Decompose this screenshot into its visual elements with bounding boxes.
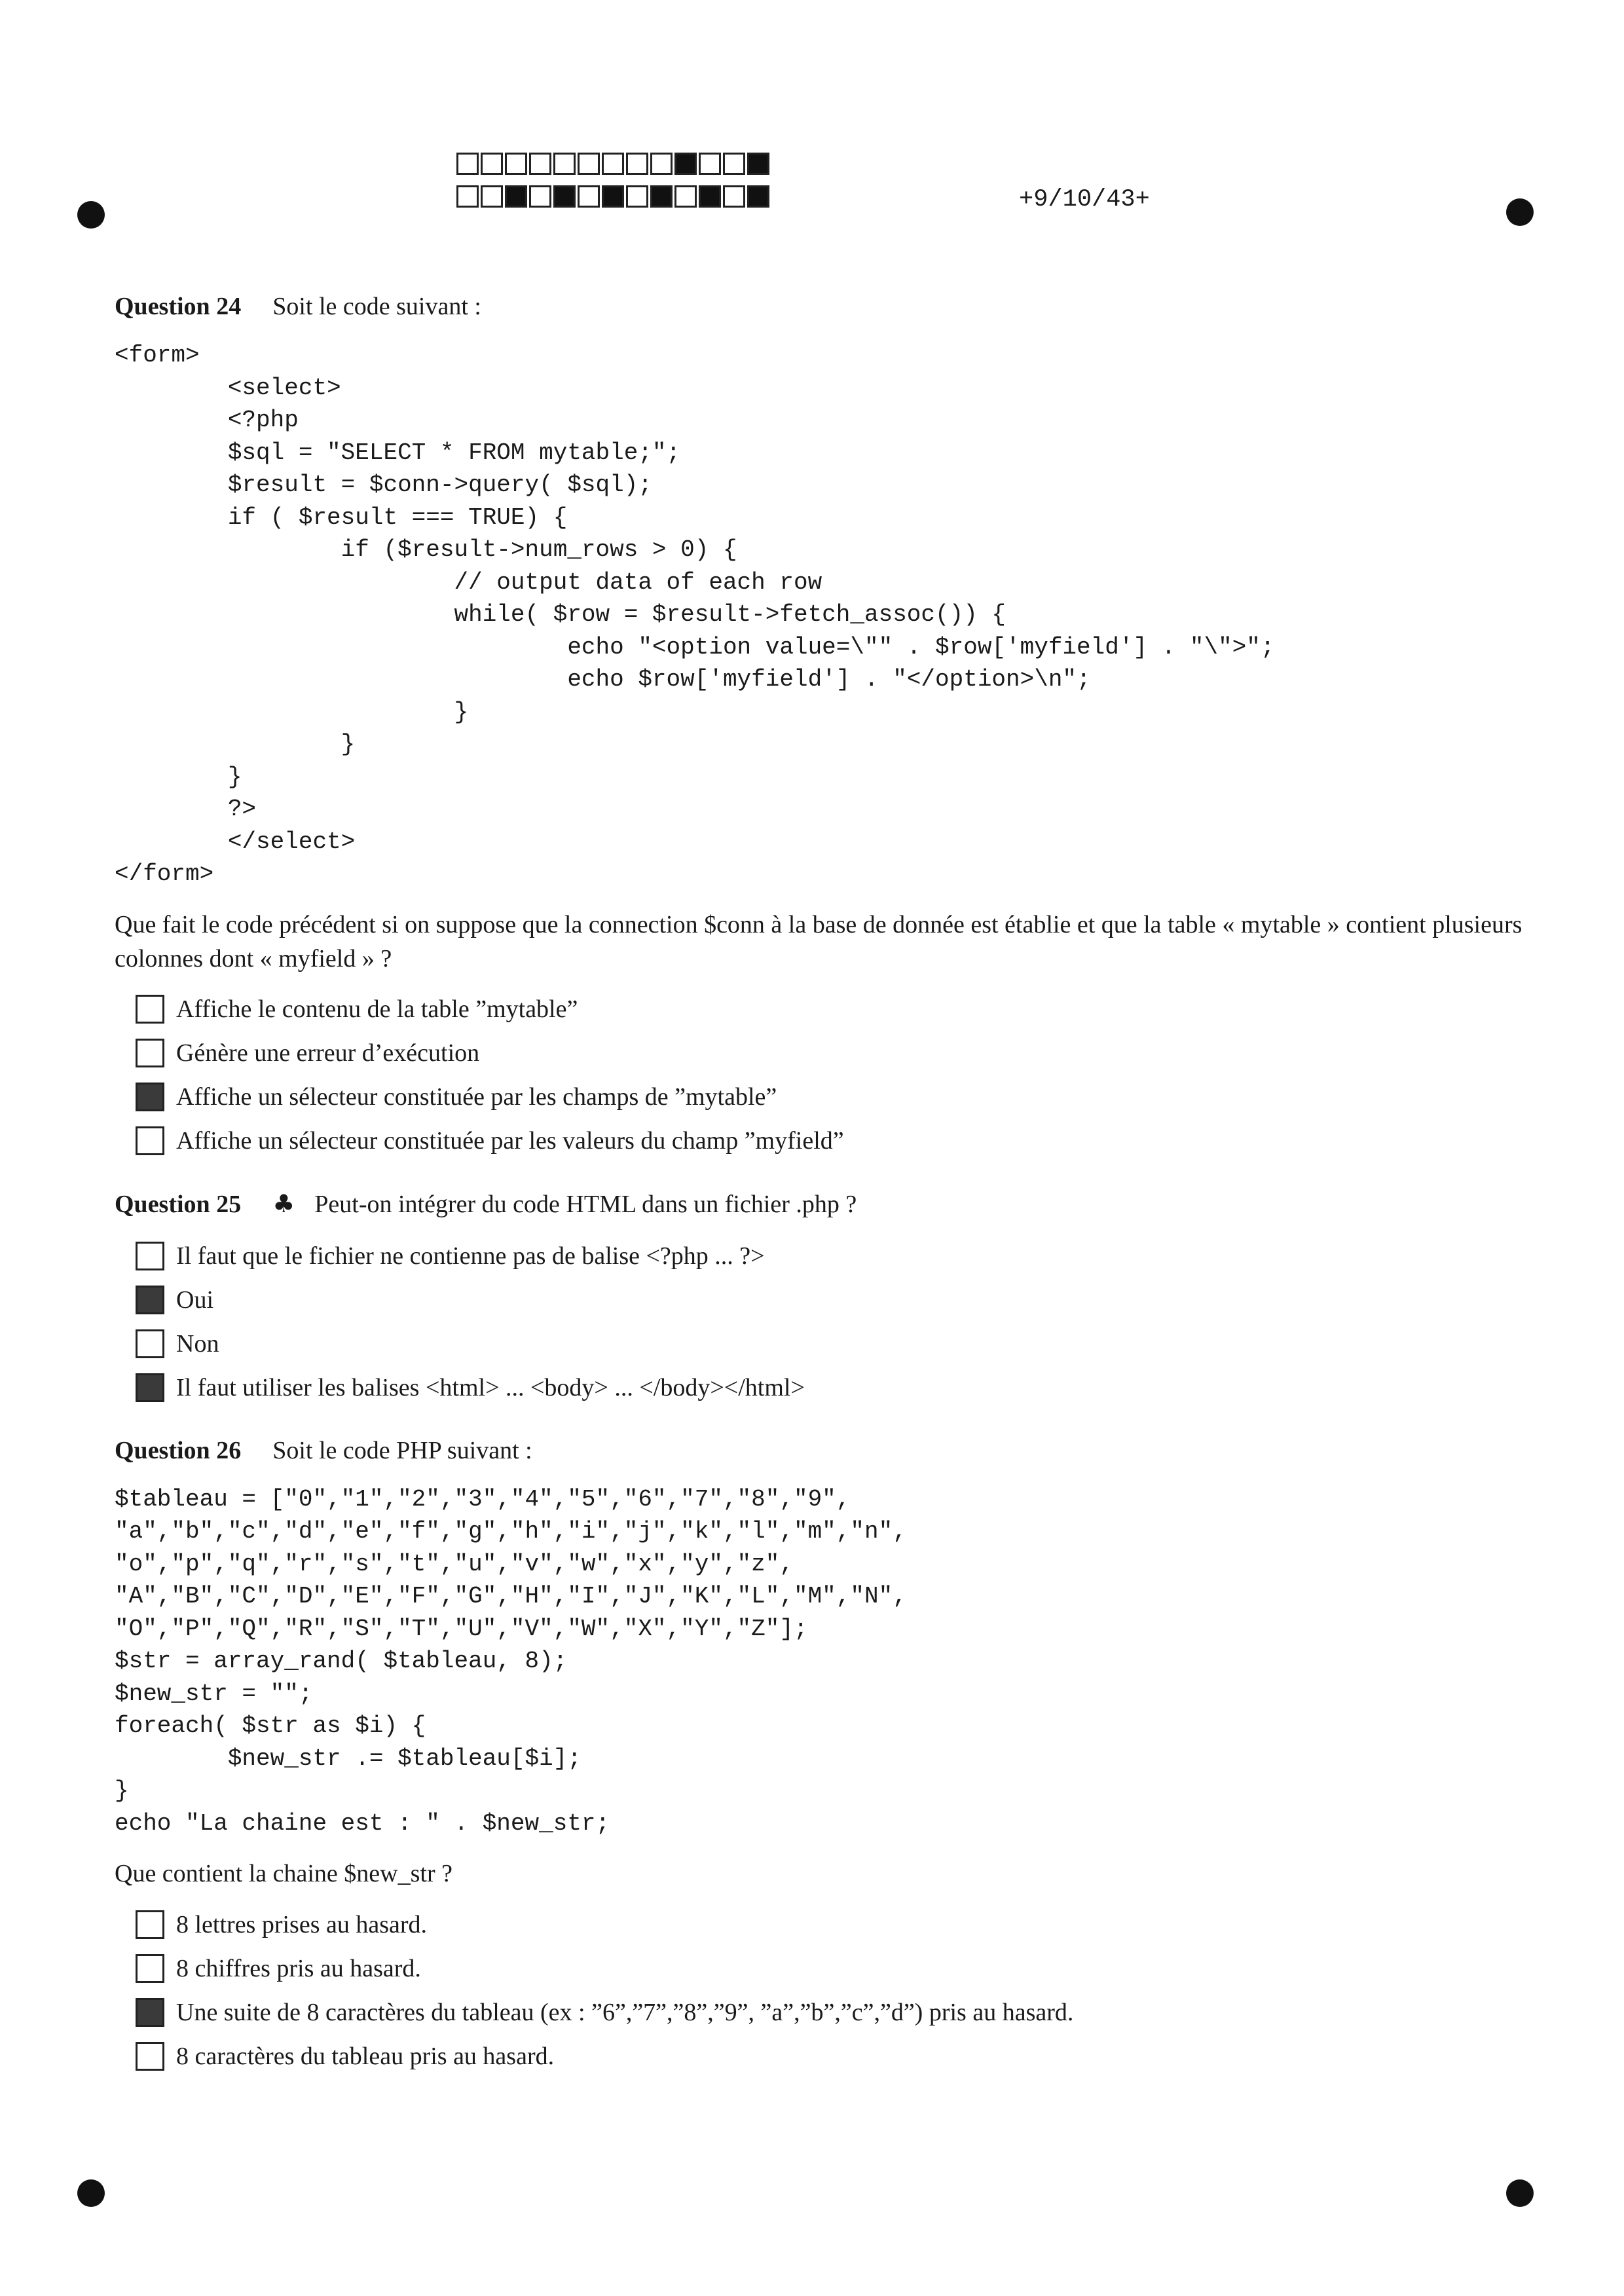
answer-text: Affiche le contenu de la table ”mytable” bbox=[176, 995, 578, 1023]
answer-text: Affiche un sélecteur constituée par les champs de ”mytable” bbox=[176, 1083, 777, 1111]
answer-text: 8 lettres prises au hasard. bbox=[176, 1910, 428, 1938]
answer-option[interactable] bbox=[136, 1902, 1529, 1946]
question-prompt: Soit le code PHP suivant : bbox=[272, 1436, 532, 1464]
answer-option[interactable] bbox=[136, 988, 1529, 1031]
barcode-cell bbox=[602, 185, 624, 208]
club-icon: ♣ bbox=[272, 1189, 295, 1218]
answer-text: Affiche un sélecteur constituée par les valeurs du champ ”myfield” bbox=[176, 1127, 844, 1155]
question-stem: Que fait le code précédent si on suppose que la connection $conn à la base de donnée est établie et que la table « mytable » contient plusieurs colonnes dont « myfield » ? bbox=[115, 910, 1522, 972]
barcode-cell bbox=[529, 153, 551, 175]
checked-box-icon[interactable] bbox=[136, 1998, 164, 2027]
answer-text: Génère une erreur d’exécution bbox=[176, 1039, 480, 1067]
code-listing: <form> <select> <?php $sql = "SELECT * FROM mytable;"; $result = $conn->query( $sql); if ( $result === TRUE) { if ($result->num_rows > 0) { // output data of each row while( $row = $result->fetch_assoc()) { echo "<option value=\"" . $row['myfield'] . "\">"; echo $row['myfield'] . "</option>\n"; } } } ?> </select> </form> bbox=[115, 342, 1275, 887]
barcode-cell bbox=[699, 153, 721, 175]
answer-text: Une suite de 8 caractères du tableau (ex : ”6”,”7”,”8”,”9”, ”a”,”b”,”c”,”d”) pris au hasard. bbox=[176, 1998, 1074, 2026]
barcode-cell bbox=[529, 185, 551, 208]
question-block bbox=[115, 1185, 1529, 1410]
barcode-row-2 bbox=[456, 185, 771, 208]
checked-box-icon[interactable] bbox=[136, 1286, 164, 1314]
barcode-cell bbox=[723, 153, 745, 175]
answer-list bbox=[136, 1902, 1529, 2078]
registration-mark-bottom-right bbox=[1506, 2179, 1534, 2207]
checkbox-icon[interactable] bbox=[136, 1329, 164, 1358]
answer-text: Il faut utiliser les balises <html> ... <body> ... </body></html> bbox=[176, 1374, 805, 1401]
question-header bbox=[115, 1432, 1529, 1469]
answer-text: Oui bbox=[176, 1286, 213, 1314]
checkbox-icon[interactable] bbox=[136, 1954, 164, 1983]
barcode-cell bbox=[626, 153, 648, 175]
question-prompt: Soit le code suivant : bbox=[272, 293, 481, 320]
checked-box-icon[interactable] bbox=[136, 1083, 164, 1111]
checkbox-icon[interactable] bbox=[136, 1126, 164, 1155]
checkbox-icon[interactable] bbox=[136, 995, 164, 1024]
question-header bbox=[115, 1185, 1529, 1223]
question-stem: Que contient la chaine $new_str ? bbox=[115, 1860, 452, 1887]
checkbox-icon[interactable] bbox=[136, 1910, 164, 1939]
barcode-cell bbox=[699, 185, 721, 208]
barcode-cell bbox=[674, 153, 697, 175]
answer-option[interactable] bbox=[136, 1031, 1529, 1075]
checkbox-icon[interactable] bbox=[136, 1039, 164, 1067]
barcode-cell bbox=[481, 153, 503, 175]
answer-list bbox=[136, 1234, 1529, 1410]
registration-mark-bottom-left bbox=[77, 2179, 105, 2207]
answer-option[interactable] bbox=[136, 1075, 1529, 1119]
page-id: +9/10/43+ bbox=[1019, 186, 1150, 213]
barcode-cell bbox=[553, 153, 576, 175]
barcode-cell bbox=[505, 153, 527, 175]
answer-text: 8 chiffres pris au hasard. bbox=[176, 1954, 421, 1982]
question-prompt: Peut-on intégrer du code HTML dans un fichier .php ? bbox=[314, 1190, 857, 1218]
barcode-cell bbox=[602, 153, 624, 175]
barcode-cell bbox=[626, 185, 648, 208]
registration-mark-top-left bbox=[77, 201, 105, 229]
answer-text: Il faut que le fichier ne contienne pas de balise <?php ... ?> bbox=[176, 1242, 765, 1270]
question-header bbox=[115, 288, 1529, 325]
barcode-cell bbox=[553, 185, 576, 208]
answer-option[interactable] bbox=[136, 2034, 1529, 2078]
answer-option[interactable] bbox=[136, 1990, 1529, 2034]
exam-questions bbox=[115, 288, 1529, 2078]
barcode-cell bbox=[674, 185, 697, 208]
barcode-cell bbox=[481, 185, 503, 208]
barcode-cell bbox=[456, 185, 479, 208]
question-block bbox=[115, 288, 1529, 1163]
checkbox-icon[interactable] bbox=[136, 1242, 164, 1270]
barcode-cell bbox=[650, 185, 673, 208]
answer-option[interactable] bbox=[136, 1946, 1529, 1990]
answer-option[interactable] bbox=[136, 1119, 1529, 1163]
answer-option[interactable] bbox=[136, 1322, 1529, 1366]
barcode-cell bbox=[456, 153, 479, 175]
code-listing: $tableau = ["0","1","2","3","4","5","6","7","8","9", "a","b","c","d","e","f","g","h","i","j","k","l","m","n", "o","p","q","r","s","t","u","v","w","x","y","z", "A","B","C","D","E","F","G","H","I","J","K","L","M","N", "O","P","Q","R","S","T","U","V","W","X","Y","Z"]; $str = array_rand( $tableau, 8); $new_str = ""; foreach( $str as $i) { $new_str .= $tableau[$i]; } echo "La chaine est : " . $new_str; bbox=[115, 1485, 907, 1837]
answer-option[interactable] bbox=[136, 1366, 1529, 1410]
answer-list bbox=[136, 988, 1529, 1163]
question-title: Question 25 bbox=[115, 1190, 242, 1218]
answer-text: 8 caractères du tableau pris au hasard. bbox=[176, 2042, 555, 2070]
barcode-cell bbox=[650, 153, 673, 175]
barcode-cell bbox=[505, 185, 527, 208]
checkbox-icon[interactable] bbox=[136, 2042, 164, 2071]
answer-option[interactable] bbox=[136, 1278, 1529, 1322]
barcode-cell bbox=[578, 185, 600, 208]
barcode-cell bbox=[747, 153, 769, 175]
registration-mark-top-right bbox=[1506, 198, 1534, 226]
answer-option[interactable] bbox=[136, 1234, 1529, 1278]
barcode-row-1 bbox=[456, 153, 771, 175]
barcode-cell bbox=[747, 185, 769, 208]
answer-text: Non bbox=[176, 1330, 219, 1358]
barcode-cell bbox=[578, 153, 600, 175]
barcode-cell bbox=[723, 185, 745, 208]
checked-box-icon[interactable] bbox=[136, 1373, 164, 1402]
question-title: Question 24 bbox=[115, 293, 242, 320]
question-title: Question 26 bbox=[115, 1436, 242, 1464]
question-block bbox=[115, 1432, 1529, 2079]
